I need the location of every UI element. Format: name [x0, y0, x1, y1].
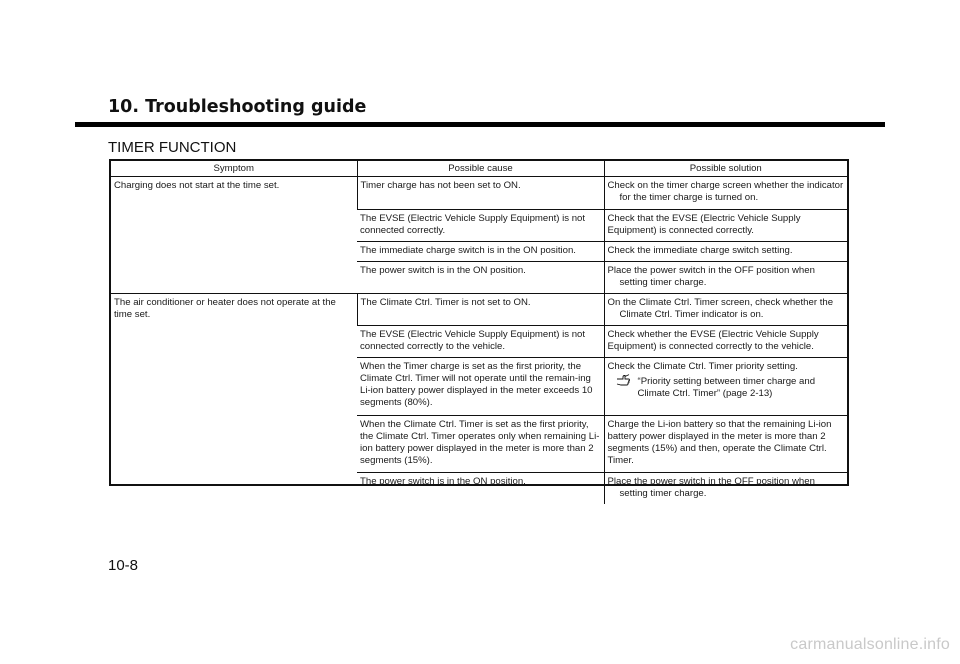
page-number: 10-8: [108, 557, 139, 574]
cause-text: Timer charge has not been set to ON.: [360, 180, 521, 191]
cause-text: The power switch is in the ON position.: [360, 265, 526, 276]
cause-cell: [357, 294, 604, 326]
table-header-row: [111, 161, 847, 177]
reference-text: “Priority setting between timer charge and Climate Ctrl. Timer” (page 2-13): [637, 376, 816, 399]
symptom-text: The air conditioner or heater does not operate at the time set.: [114, 297, 336, 320]
cause-text: The Climate Ctrl. Timer is not set to ON.: [360, 297, 531, 308]
symptom-text: Charging does not start at the time set.: [114, 180, 280, 191]
troubleshooting-table: [109, 159, 849, 499]
cause-cell: [357, 326, 604, 358]
cause-cell: [357, 210, 604, 242]
cause-cell: [357, 242, 604, 262]
cause-text: When the Climate Ctrl. Timer is set as the first priority, the Climate Ctrl. Timer operates only when remaining Li-ion battery power displayed in the meter is more than 2 segments (15%).: [360, 419, 600, 466]
solution-cell: [604, 242, 847, 262]
cause-text: The immediate charge switch is in the ON position.: [360, 245, 576, 256]
timer-function-table: [111, 161, 847, 504]
table-row: [111, 294, 847, 326]
pointing-hand-icon: [616, 374, 630, 386]
section-title: TIMER FUNCTION: [108, 139, 237, 156]
solution-cell: [604, 177, 847, 210]
solution-text: Check on the timer charge screen whether the indicator for the timer charge is turned on.: [607, 180, 844, 203]
solution-text: Check whether the EVSE (Electric Vehicle Supply Equipment) is connected correctly to the vehicle.: [607, 329, 819, 352]
page-reference: [608, 374, 845, 400]
solution-cell: [604, 473, 847, 505]
solution-cell: [604, 294, 847, 326]
solution-cell: [604, 416, 847, 473]
solution-text: Place the power switch in the OFF position when setting timer charge.: [607, 265, 815, 288]
cause-text: When the Timer charge is set as the first priority, the Climate Ctrl. Timer will not operate until the remain-ing Li-ion battery power displayed in the meter exceeds 10 segments (80%).: [360, 361, 593, 408]
header-possible-cause: Possible cause: [357, 161, 604, 177]
header-possible-solution: Possible solution: [604, 161, 847, 177]
solution-text: Check the Climate Ctrl. Timer priority setting.: [607, 361, 798, 372]
table-row: [111, 177, 847, 210]
cause-cell: [357, 177, 604, 210]
solution-cell: [604, 326, 847, 358]
solution-text: On the Climate Ctrl. Timer screen, check whether the Climate Ctrl. Timer indicator is on.: [607, 297, 834, 320]
cause-cell: [357, 416, 604, 473]
watermark: carmanualsonline.info: [790, 636, 950, 653]
cause-cell: [357, 358, 604, 416]
solution-text: Check the immediate charge switch setting.: [607, 245, 793, 256]
title-rule: [75, 122, 885, 127]
solution-text: Check that the EVSE (Electric Vehicle Supply Equipment) is connected correctly.: [607, 213, 801, 236]
cause-cell: [357, 473, 604, 505]
solution-cell: [604, 210, 847, 242]
solution-cell: [604, 358, 847, 416]
cause-text: The EVSE (Electric Vehicle Supply Equipment) is not connected correctly.: [360, 213, 586, 236]
chapter-title: 10. Troubleshooting guide: [108, 97, 367, 117]
solution-text: Place the power switch in the OFF position when setting timer charge.: [607, 476, 815, 499]
cause-text: The EVSE (Electric Vehicle Supply Equipment) is not connected correctly to the vehicle.: [360, 329, 586, 352]
solution-cell: [604, 262, 847, 294]
symptom-cell: [111, 177, 357, 294]
cause-text: The power switch is in the ON position.: [360, 476, 526, 487]
header-symptom: Symptom: [111, 161, 357, 177]
cause-cell: [357, 262, 604, 294]
symptom-cell: [111, 294, 357, 505]
solution-text: Charge the Li-ion battery so that the remaining Li-ion battery power displayed in the meter is more than 2 segments (15%) and then, operate the Climate Ctrl. Timer.: [607, 419, 832, 466]
